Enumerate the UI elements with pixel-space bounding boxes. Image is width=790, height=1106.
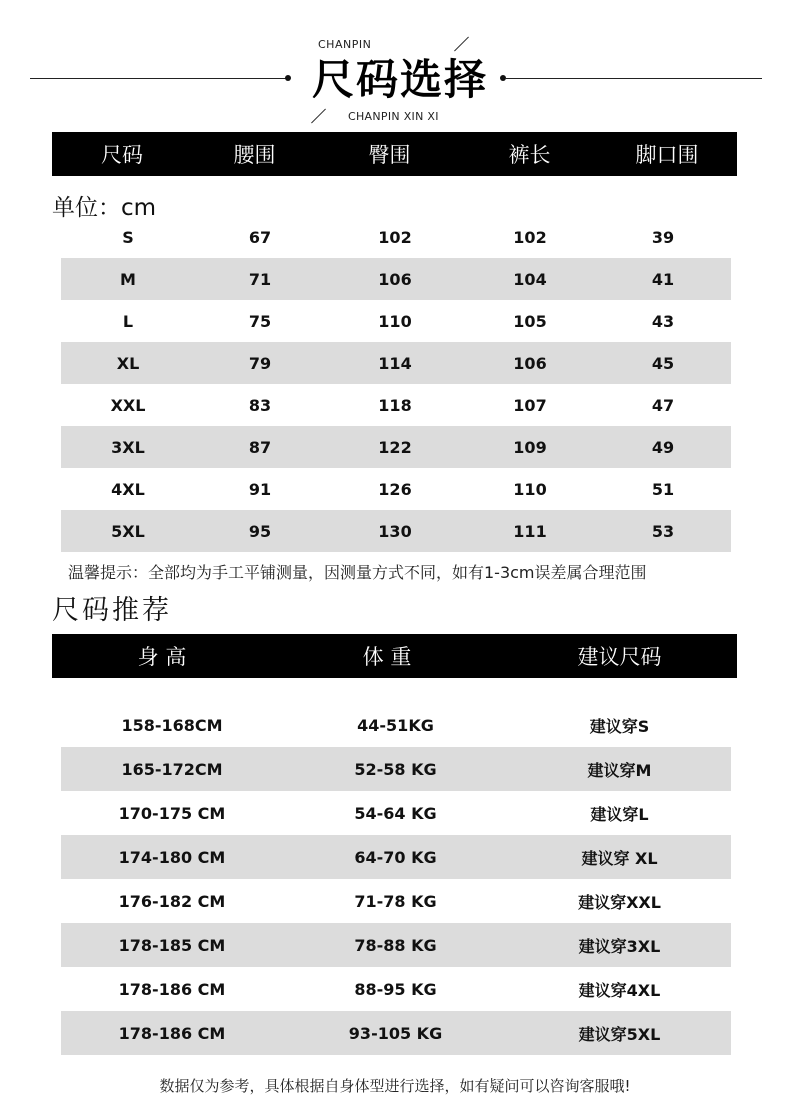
cell-hip: 114 [378, 353, 412, 373]
recommend-table-header [52, 634, 737, 678]
cell-size: 3XL [111, 437, 145, 457]
table-row [61, 923, 731, 967]
cell-height: 178-186 CM [118, 979, 226, 999]
cell-size: 5XL [111, 521, 145, 541]
size-table-header [52, 132, 737, 176]
decor-slash-bottom [311, 109, 326, 124]
title-line-left [30, 78, 288, 79]
cell-height: 170-175 CM [118, 803, 226, 823]
table-row [61, 967, 731, 1011]
table-row [61, 216, 731, 258]
cell-height: 174-180 CM [118, 847, 226, 867]
cell-weight: 44-51KG [357, 715, 434, 735]
cell-waist: 71 [248, 269, 272, 289]
cell-hip: 118 [378, 395, 412, 415]
cell-height: 178-186 CM [118, 1023, 226, 1043]
header-leg-opening: 脚口围 [635, 143, 699, 167]
cell-weight: 54-64 KG [354, 803, 437, 823]
cell-suggested-size: 建议穿S [589, 716, 650, 736]
cell-height: 178-185 CM [118, 935, 226, 955]
cell-leg-opening: 49 [651, 437, 675, 457]
header-size: 尺码 [101, 143, 143, 167]
table-row [61, 791, 731, 835]
cell-suggested-size: 建议穿L [590, 804, 649, 824]
title-subtitle-bottom: CHANPIN XIN XI [348, 110, 439, 123]
cell-leg-opening: 47 [651, 395, 675, 415]
cell-height: 176-182 CM [118, 891, 226, 911]
header-hip: 臀围 [368, 143, 411, 167]
cell-weight: 88-95 KG [354, 979, 437, 999]
cell-hip: 122 [378, 437, 412, 457]
cell-weight: 71-78 KG [354, 891, 437, 911]
table-row [61, 1011, 731, 1055]
decor-slash-top [454, 37, 469, 52]
cell-suggested-size: 建议穿4XL [578, 980, 661, 1000]
cell-length: 107 [513, 395, 547, 415]
cell-leg-opening: 43 [651, 311, 675, 331]
cell-size: XL [116, 353, 140, 373]
cell-suggested-size: 建议穿3XL [578, 936, 661, 956]
cell-height: 165-172CM [121, 759, 223, 779]
cell-length: 110 [513, 479, 547, 499]
cell-size: 4XL [111, 479, 145, 499]
title-line-right [506, 78, 762, 79]
cell-waist: 91 [248, 479, 272, 499]
cell-suggested-size: 建议穿 XL [581, 848, 658, 868]
cell-hip: 106 [378, 269, 412, 289]
cell-length: 102 [513, 227, 547, 247]
cell-size: M [120, 269, 136, 289]
table-row [61, 510, 731, 552]
cell-size: L [122, 311, 134, 331]
cell-length: 109 [513, 437, 547, 457]
table-row [61, 703, 731, 747]
cell-hip: 126 [378, 479, 412, 499]
table-row [61, 879, 731, 923]
header-suggested-size: 建议尺码 [577, 645, 662, 669]
recommend-title: 尺码推荐 [52, 595, 172, 626]
cell-suggested-size: 建议穿XXL [578, 892, 661, 912]
recommend-table [61, 703, 731, 1055]
cell-weight: 78-88 KG [354, 935, 437, 955]
cell-weight: 52-58 KG [354, 759, 437, 779]
header-length: 裤长 [508, 143, 551, 167]
cell-waist: 87 [248, 437, 272, 457]
cell-leg-opening: 39 [651, 227, 675, 247]
cell-weight: 93-105 KG [348, 1023, 443, 1043]
header-weight: 体 重 [362, 645, 412, 669]
cell-hip: 130 [378, 521, 412, 541]
cell-leg-opening: 41 [651, 269, 675, 289]
cell-leg-opening: 51 [651, 479, 675, 499]
cell-waist: 83 [248, 395, 272, 415]
cell-height: 158-168CM [121, 715, 223, 735]
cell-waist: 67 [248, 227, 272, 247]
table-row [61, 835, 731, 879]
header-height: 身 高 [137, 645, 187, 669]
measurement-tip: 温馨提示：全部均为手工平铺测量，因测量方式不同，如有1-3cm误差属合理范围 [68, 563, 647, 582]
cell-waist: 75 [248, 311, 272, 331]
table-row [61, 468, 731, 510]
cell-hip: 110 [378, 311, 412, 331]
header-waist: 腰围 [233, 143, 276, 167]
cell-suggested-size: 建议穿M [587, 760, 652, 780]
title-subtitle-top: CHANPIN [318, 38, 372, 51]
cell-waist: 95 [248, 521, 272, 541]
cell-length: 111 [513, 521, 547, 541]
table-row [61, 426, 731, 468]
table-row [61, 300, 731, 342]
table-row [61, 747, 731, 791]
size-table [61, 216, 731, 552]
cell-waist: 79 [248, 353, 272, 373]
table-row [61, 342, 731, 384]
cell-length: 105 [513, 311, 547, 331]
cell-length: 106 [513, 353, 547, 373]
cell-weight: 64-70 KG [354, 847, 437, 867]
title-dot-left [285, 75, 291, 81]
unit-label: 单位：cm [52, 195, 157, 221]
table-row [61, 258, 731, 300]
cell-leg-opening: 45 [651, 353, 675, 373]
cell-size: XXL [110, 395, 146, 415]
footer-note: 数据仅为参考，具体根据自身体型进行选择，如有疑问可以咨询客服哦! [159, 1077, 631, 1095]
page-title: 尺码选择 [312, 55, 489, 104]
cell-leg-opening: 53 [651, 521, 675, 541]
cell-hip: 102 [378, 227, 412, 247]
cell-length: 104 [513, 269, 547, 289]
cell-suggested-size: 建议穿5XL [578, 1024, 661, 1044]
table-row [61, 384, 731, 426]
cell-size: S [122, 227, 134, 247]
